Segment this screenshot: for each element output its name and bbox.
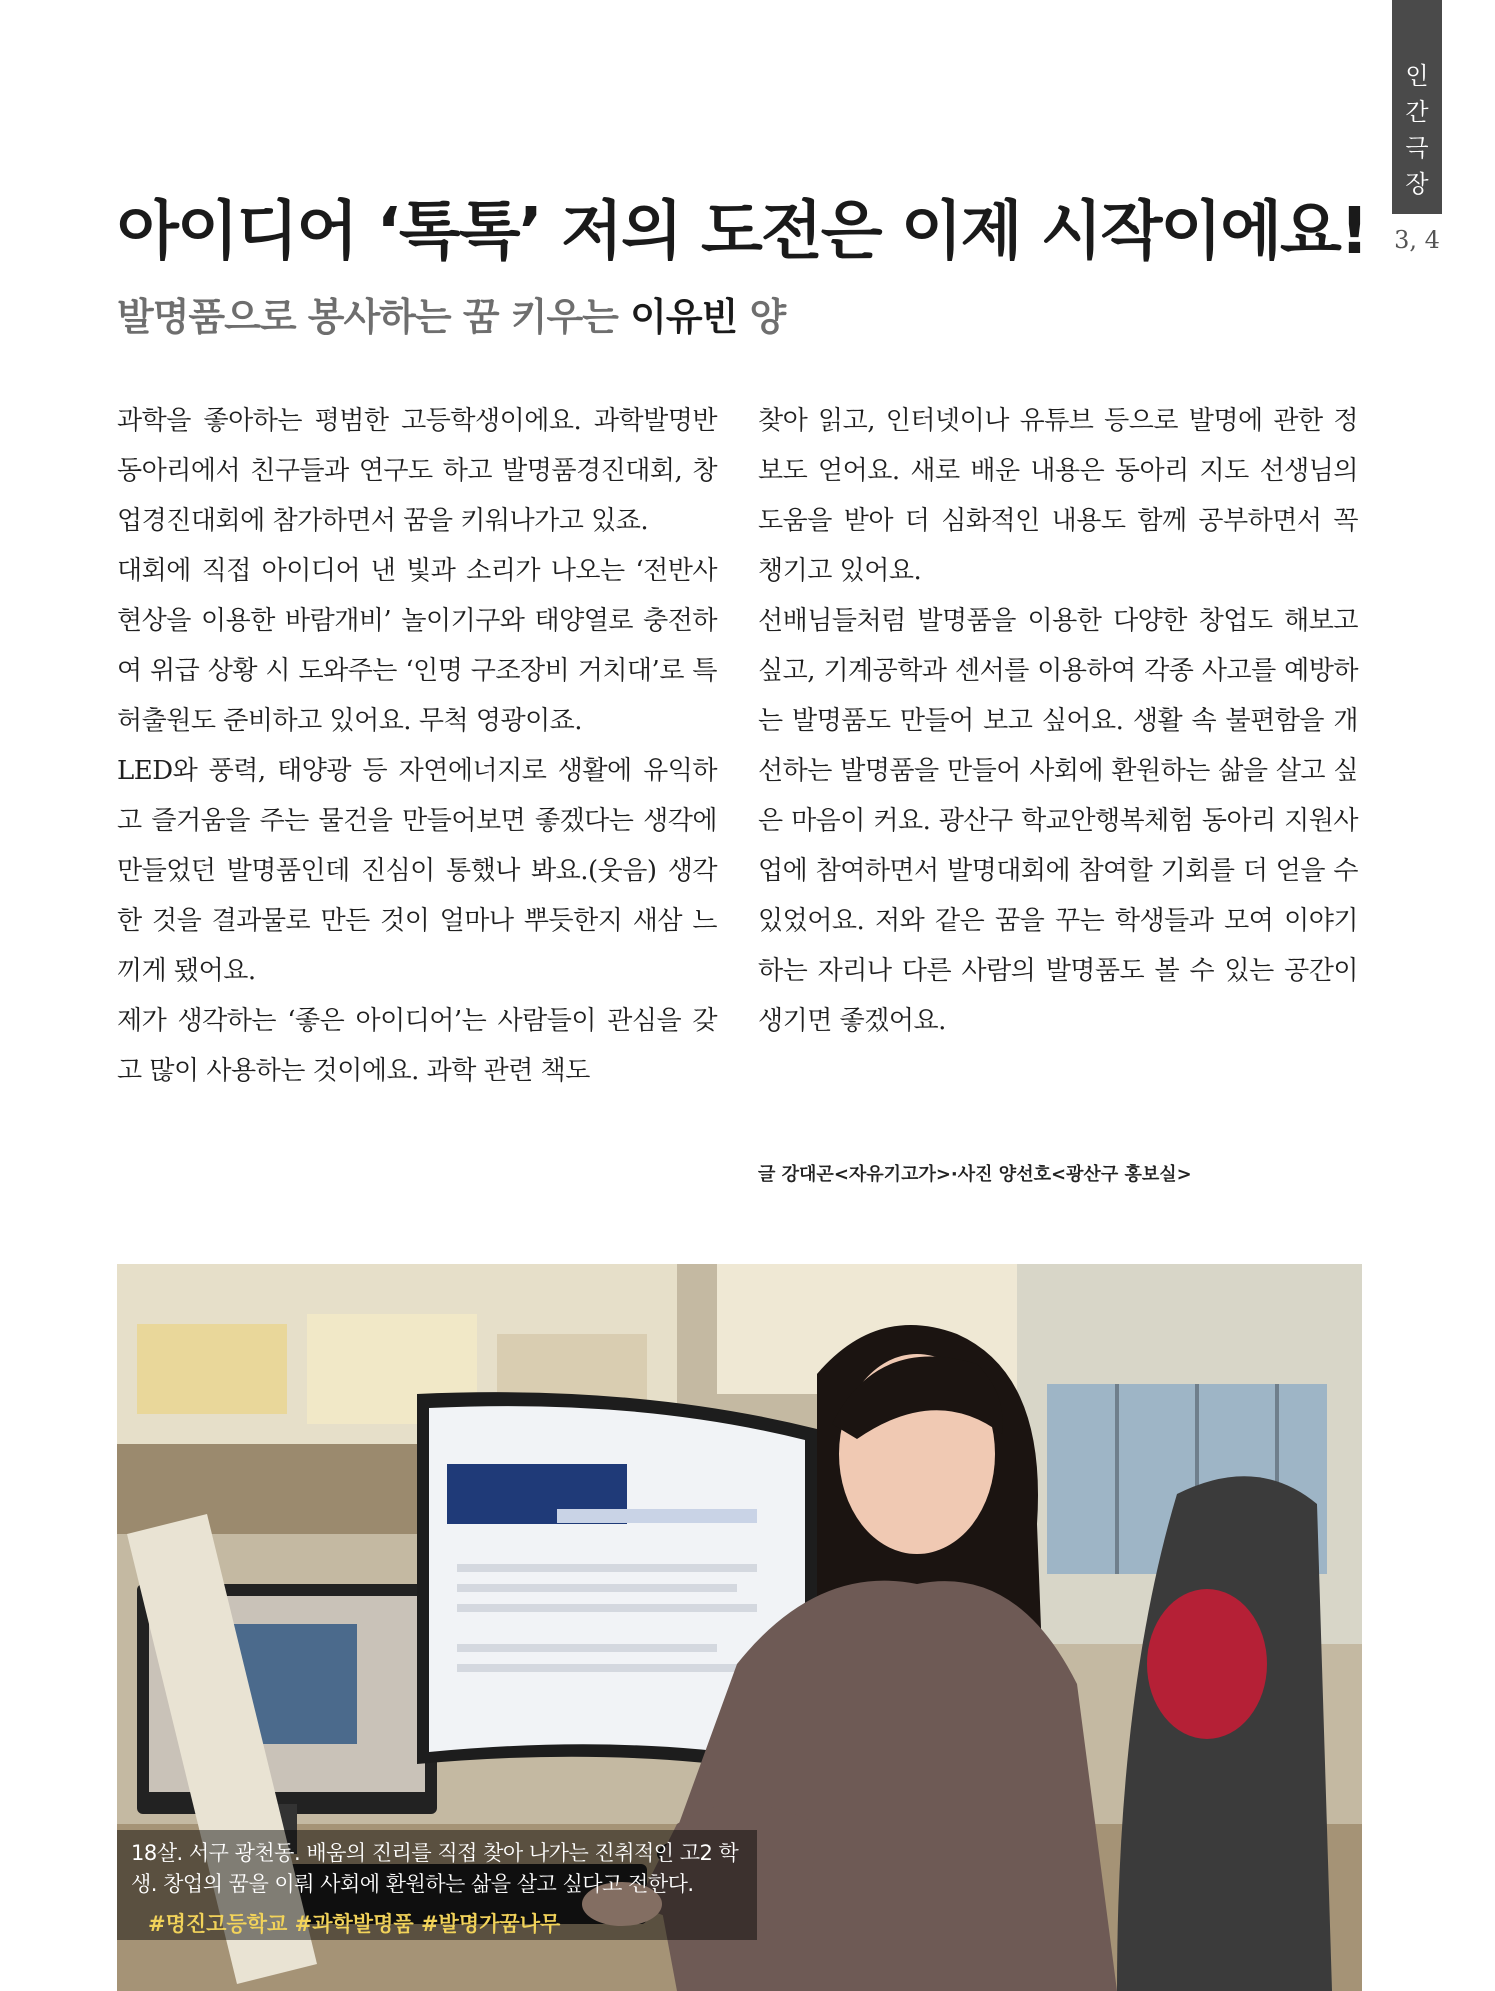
subtitle-prefix: 발명품으로 봉사하는 꿈 키우는 bbox=[117, 295, 631, 339]
body-column-right bbox=[758, 396, 1358, 1046]
subject-name: 이유빈 bbox=[630, 295, 738, 339]
section-tab-char: 간 bbox=[1405, 98, 1429, 126]
section-tab-char: 인 bbox=[1405, 62, 1429, 90]
page-number: 3, 4 bbox=[1394, 226, 1440, 254]
subtitle-suffix: 양 bbox=[737, 295, 786, 339]
article-title: 아이디어 ‘톡톡’ 저의 도전은 이제 시작이에요! bbox=[117, 195, 1368, 269]
body-column-left bbox=[117, 396, 717, 1096]
byline-credit: 글 강대곤<자유기고가>·사진 양선호<광산구 홍보실> bbox=[758, 1164, 1192, 1185]
body-paragraph: LED와 풍력, 태양광 등 자연에너지로 생활에 유익하고 즐거움을 주는 물건을 만들어보면 좋겠다는 생각에 만들었던 발명품인데 진심이 통했나 봐요.(웃음) 생각한 것을 결과물로 만든 것이 얼마나 뿌듯한지 새삼 느끼게 됐어요. bbox=[117, 756, 717, 986]
body-paragraph: 찾아 읽고, 인터넷이나 유튜브 등으로 발명에 관한 정보도 얻어요. 새로 배운 내용은 동아리 지도 선생님의 도움을 받아 더 심화적인 내용도 함께 공부하면서 꼭 챙기고 있어요. bbox=[758, 406, 1358, 586]
article-subtitle bbox=[117, 286, 785, 341]
body-paragraph: 제가 생각하는 ‘좋은 아이디어’는 사람들이 관심을 갖고 많이 사용하는 것이에요. 과학 관련 책도 bbox=[117, 1006, 717, 1086]
body-paragraph: 과학을 좋아하는 평범한 고등학생이에요. 과학발명반 동아리에서 친구들과 연구도 하고 발명품경진대회, 창업경진대회에 참가하면서 꿈을 키워나가고 있죠. bbox=[117, 406, 717, 536]
photo-caption-text: 18살. 서구 광천동. 배움의 진리를 직접 찾아 나가는 진취적인 고2 학생. 창업의 꿈을 이뤄 사회에 환원하는 삶을 살고 싶다고 전한다. bbox=[131, 1841, 739, 1896]
section-tab-char: 극 bbox=[1405, 134, 1429, 162]
photo-caption-tags: #명진고등학교 #과학발명품 #발명가꿈나무 bbox=[148, 1912, 561, 1936]
body-paragraph: 대회에 직접 아이디어 낸 빛과 소리가 나오는 ‘전반사 현상을 이용한 바람개비’ 놀이기구와 태양열로 충전하여 위급 상황 시 도와주는 ‘인명 구조장비 거치대’로 특허출원도 준비하고 있어요. 무척 영광이죠. bbox=[117, 556, 717, 736]
body-paragraph: 선배님들처럼 발명품을 이용한 다양한 창업도 해보고 싶고, 기계공학과 센서를 이용하여 각종 사고를 예방하는 발명품도 만들어 보고 싶어요. 생활 속 불편함을 개선하는 발명품을 만들어 사회에 환원하는 삶을 살고 싶은 마음이 커요. 광산구 학교안행복체험 동아리 지원사업에 참여하면서 발명대회에 참여할 기회를 더 얻을 수 있었어요. 저와 같은 꿈을 꾸는 학생들과 모여 이야기하는 자리나 다른 사람의 발명품도 볼 수 있는 공간이 생기면 좋겠어요. bbox=[758, 606, 1358, 1036]
section-tab-char: 장 bbox=[1405, 170, 1429, 198]
section-tab bbox=[1392, 0, 1442, 214]
